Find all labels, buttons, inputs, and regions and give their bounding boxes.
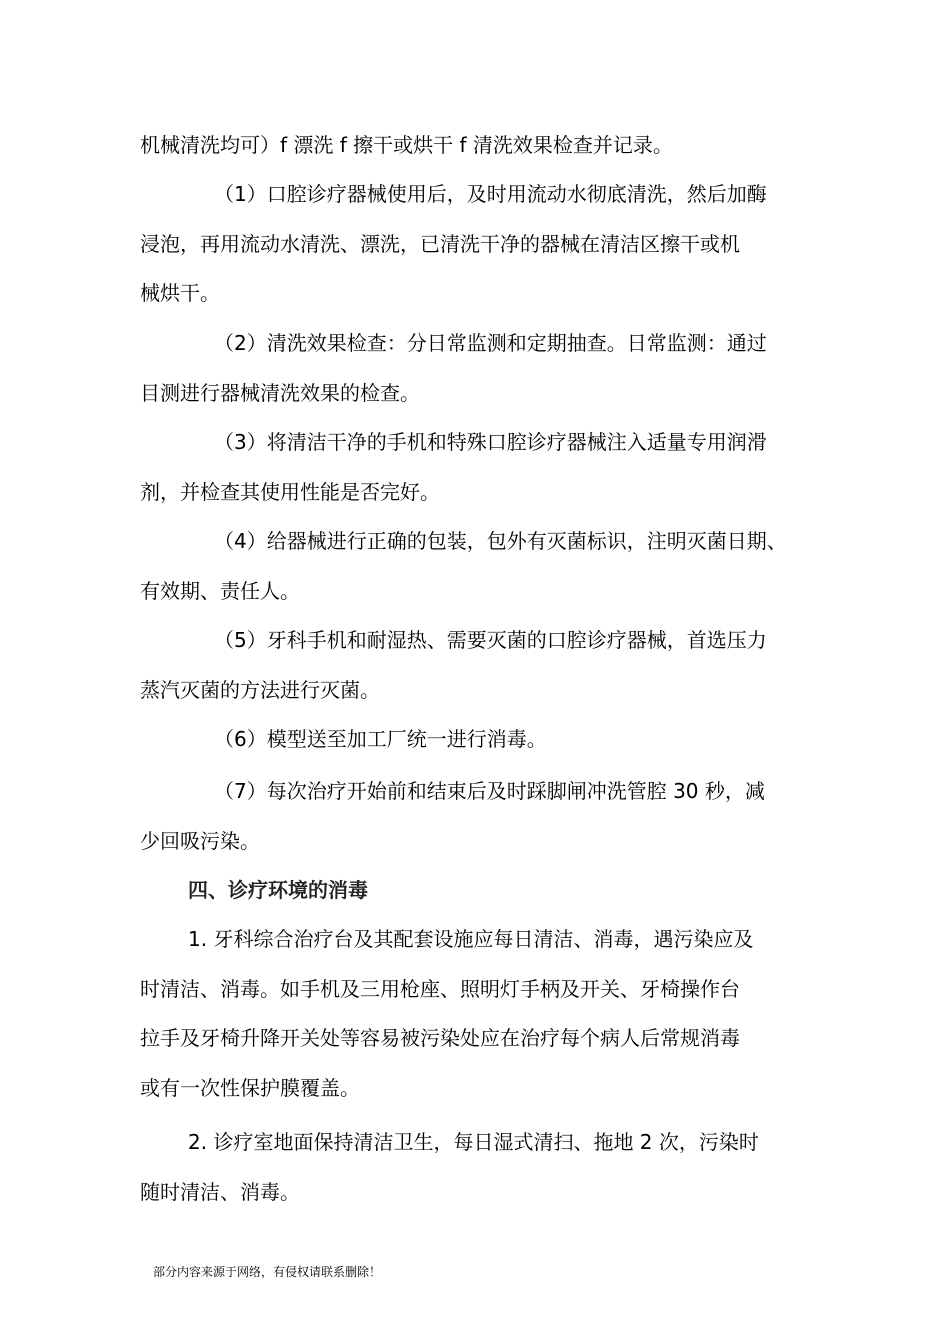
text-line: （2）清洗效果检查：分日常监测和定期抽查。日常监测：通过 bbox=[214, 331, 767, 355]
text-line: （3）将清洁干净的手机和特殊口腔诊疗器械注入适量专用润滑 bbox=[214, 430, 767, 454]
text-line: 少回吸污染。 bbox=[140, 828, 260, 853]
text-line: （6）模型送至加工厂统一进行消毒。 bbox=[214, 727, 547, 751]
text-line: 蒸汽灭菌的方法进行灭菌。 bbox=[140, 677, 380, 702]
paragraph-item-4 bbox=[140, 517, 830, 616]
section-heading: 四、诊疗环境的消毒 bbox=[188, 878, 368, 902]
text-line: 浸泡，再用流动水清洗、漂洗，已清洗干净的器械在清洁区擦干或机 bbox=[140, 231, 740, 256]
text-line: 剂，并检查其使用性能是否完好。 bbox=[140, 479, 440, 504]
paragraph-item-2 bbox=[140, 319, 830, 418]
paragraph-item-5 bbox=[140, 616, 830, 715]
paragraph-section-2 bbox=[140, 1118, 830, 1217]
text-line: 时清洁、消毒。如手机及三用枪座、照明灯手柄及开关、牙椅操作台 bbox=[140, 976, 740, 1001]
paragraph-item-6 bbox=[140, 715, 830, 765]
text-line: 或有一次性保护膜覆盖。 bbox=[140, 1075, 360, 1100]
paragraph-item-1 bbox=[140, 170, 830, 319]
paragraph-section-1 bbox=[140, 915, 830, 1113]
paragraph-item-3 bbox=[140, 418, 830, 517]
text-line: 机械清洗均可）f 漂洗 f 擦干或烘干 f 清洗效果检查并记录。 bbox=[140, 133, 673, 157]
text-line: （7）每次治疗开始前和结束后及时踩脚闸冲洗管腔 30 秒，减 bbox=[214, 779, 765, 803]
text-line: 目测进行器械清洗效果的检查。 bbox=[140, 380, 420, 405]
text-line: 2. 诊疗室地面保持清洁卫生，每日湿式清扫、拖地 2 次，污染时 bbox=[188, 1130, 759, 1154]
text-line: 随时清洁、消毒。 bbox=[140, 1179, 300, 1204]
text-line: 有效期、责任人。 bbox=[140, 578, 300, 603]
text-line: 械烘干。 bbox=[140, 281, 220, 305]
text-line: （4）给器械进行正确的包装，包外有灭菌标识，注明灭菌日期、 bbox=[214, 529, 787, 553]
text-line: （5）牙科手机和耐湿热、需要灭菌的口腔诊疗器械，首选压力 bbox=[214, 628, 767, 652]
text-line: 拉手及牙椅升降开关处等容易被污染处应在治疗每个病人后常规消毒 bbox=[140, 1026, 740, 1050]
text-line: 1. 牙科综合治疗台及其配套设施应每日清洁、消毒，遇污染应及 bbox=[188, 927, 754, 951]
paragraph-item-7 bbox=[140, 767, 830, 866]
footer-disclaimer: 部分内容来源于网络，有侵权请联系删除！ bbox=[153, 1265, 382, 1279]
text-line: （1）口腔诊疗器械使用后，及时用流动水彻底清洗，然后加酶 bbox=[214, 182, 767, 206]
paragraph-continuation bbox=[140, 121, 830, 171]
